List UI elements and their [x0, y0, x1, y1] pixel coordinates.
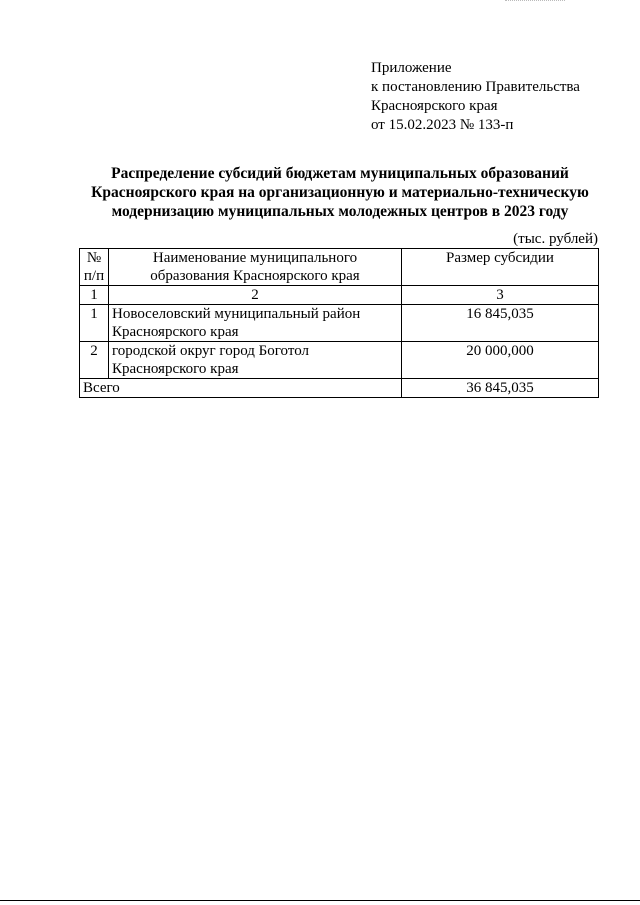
- units-label: (тыс. рублей): [513, 231, 598, 247]
- subsidy-table: [79, 248, 599, 398]
- row-num: 2: [80, 342, 109, 379]
- header-amount-cell: Размер субсидии: [402, 249, 599, 286]
- title-line: Распределение субсидий бюджетам муниципальных образований: [111, 165, 569, 182]
- appendix-line: Приложение: [371, 60, 452, 76]
- table-row: [80, 342, 599, 379]
- numbering-cell: 2: [109, 286, 402, 305]
- appendix-block: [371, 59, 580, 135]
- total-label: Всего: [80, 379, 402, 398]
- title-line: Красноярского края на организационную и материально-техническую: [91, 184, 589, 201]
- numbering-cell: 1: [80, 286, 109, 305]
- row-amount: 20 000,000: [402, 342, 599, 379]
- table-numbering-row: [80, 286, 599, 305]
- row-amount: 16 845,035: [402, 305, 599, 342]
- appendix-line: Красноярского края: [371, 98, 498, 114]
- title-line: модернизацию муниципальных молодежных центров в 2023 году: [111, 203, 569, 220]
- table-row: [80, 305, 599, 342]
- page-bottom-border: [0, 900, 640, 901]
- table-total-row: [80, 379, 599, 398]
- header-num-symbol: №: [86, 250, 102, 266]
- total-amount: 36 845,035: [402, 379, 599, 398]
- header-name-cell: Наименование муниципального образования Красноярского края: [109, 249, 402, 286]
- row-name: Новоселовский муниципальный район Красноярского края: [109, 305, 402, 342]
- table-header-row: [80, 249, 599, 286]
- appendix-line: от 15.02.2023 № 133-п: [371, 117, 514, 133]
- appendix-line: к постановлению Правительства: [371, 79, 580, 95]
- document-title: [80, 164, 600, 221]
- scan-artifact: [505, 0, 565, 3]
- row-num: 1: [80, 305, 109, 342]
- header-num-cell: [80, 249, 109, 286]
- row-name: городской округ город Боготол Красноярского края: [109, 342, 402, 379]
- header-num-label: п/п: [83, 268, 105, 284]
- numbering-cell: 3: [402, 286, 599, 305]
